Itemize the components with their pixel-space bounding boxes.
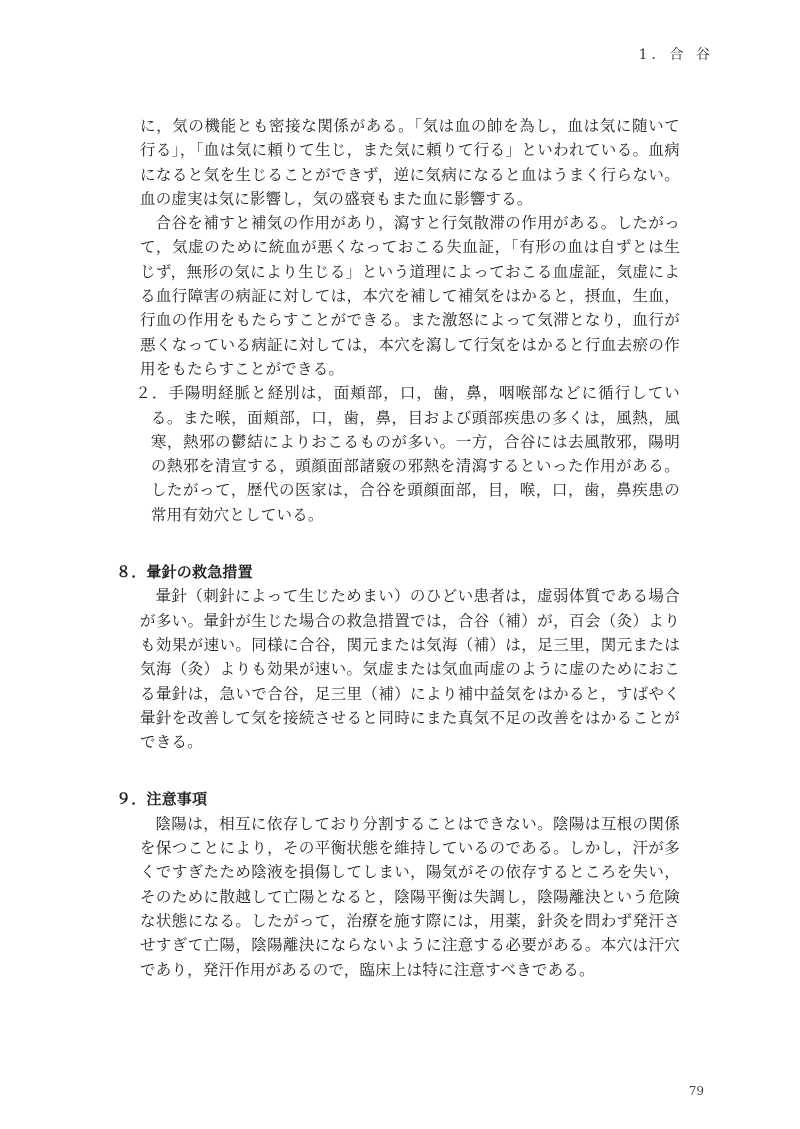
page-number: 79 bbox=[688, 1084, 704, 1098]
section-9-heading: ９．注意事項 bbox=[116, 790, 208, 809]
paragraph-hegu-tonify: 合谷を補すと補気の作用があり，瀉すと行気散滞の作用がある。したがって，気虚のために統血が悪くなっておこる失血証，「有形の血は自ずとは生じず，無形の気により生じる」という道理によっておこる血虚証，気虚による血行障害の病証に対しては，本穴を補して補気をはかると，摂血，生血，行血の作用をもたらすことができる。また激怒によって気滞となり，血行が悪くなっている病証に対しては，本穴を瀉して行気をはかると行血去瘀の作用をもたらすことができる。 bbox=[140, 214, 680, 378]
section-8-heading: ８．暈針の救急措置 bbox=[116, 563, 253, 582]
page-content bbox=[116, 114, 680, 982]
paragraph-qi-blood: に，気の機能とも密接な関係がある。「気は血の帥を為し，血は気に随いて行る」，「血は気に頼りて生じ，また気に頼りて行る」といわれている。血病になると気を生じることができず，逆に気病になると血はうまく行らない。血の虚実は気に影響し，気の盛衰もまた血に影響する。 bbox=[140, 117, 680, 208]
section-9-body: 陰陽は，相互に依存しており分割することはできない。陰陽は互根の関係を保つことにより，その平衡状態を維持しているのである。しかし，汗が多くですぎたため陰液を損傷してしまい，陽気がその依存するところを失い，そのために散越して亡陽となると，陰陽平衡は失調し，陰陽離決という危険な状態になる。したがって，治療を施す際には，用薬，針灸を問わず発汗させすぎて亡陽，陰陽離決にならないように注意する必要がある。本穴は汗穴であり，発汗作用があるので，臨床上は特に注意すべきである。 bbox=[140, 814, 680, 979]
paragraph-item-2: ２．手陽明経脈と経別は，面頬部，口，歯，鼻，咽喉部などに循行している。また喉，面頬部，口，歯，鼻，目および頭部疾患の多くは，風熱，風寒，熱邪の鬱結によりおこるものが多い。一方，合谷には去風散邪，陽明の熱邪を清宣する，頭顔面部諸竅の邪熱を清瀉するといった作用がある。したがって，歴代の医家は，合谷を頭顔面部，目，喉，口，歯，鼻疾患の常用有効穴としている。 bbox=[135, 384, 680, 524]
running-header: 1．合 谷 bbox=[638, 47, 714, 63]
section-8-body: 暈針（刺針によって生じためまい）のひどい患者は，虚弱体質である場合が多い。暈針が生じた場合の救急措置では，合谷（補）が，百会（灸）よりも効果が速い。同様に合谷，関元または気海（補）は，足三里，関元または気海（灸）よりも効果が速い。気虚または気血両虚のように虚のためにおこる暈針は，急いで合谷，足三里（補）により補中益気をはかると，すばやく暈針を改善して気を接続させると同時にまた真気不足の改善をはかることができる。 bbox=[140, 587, 680, 752]
